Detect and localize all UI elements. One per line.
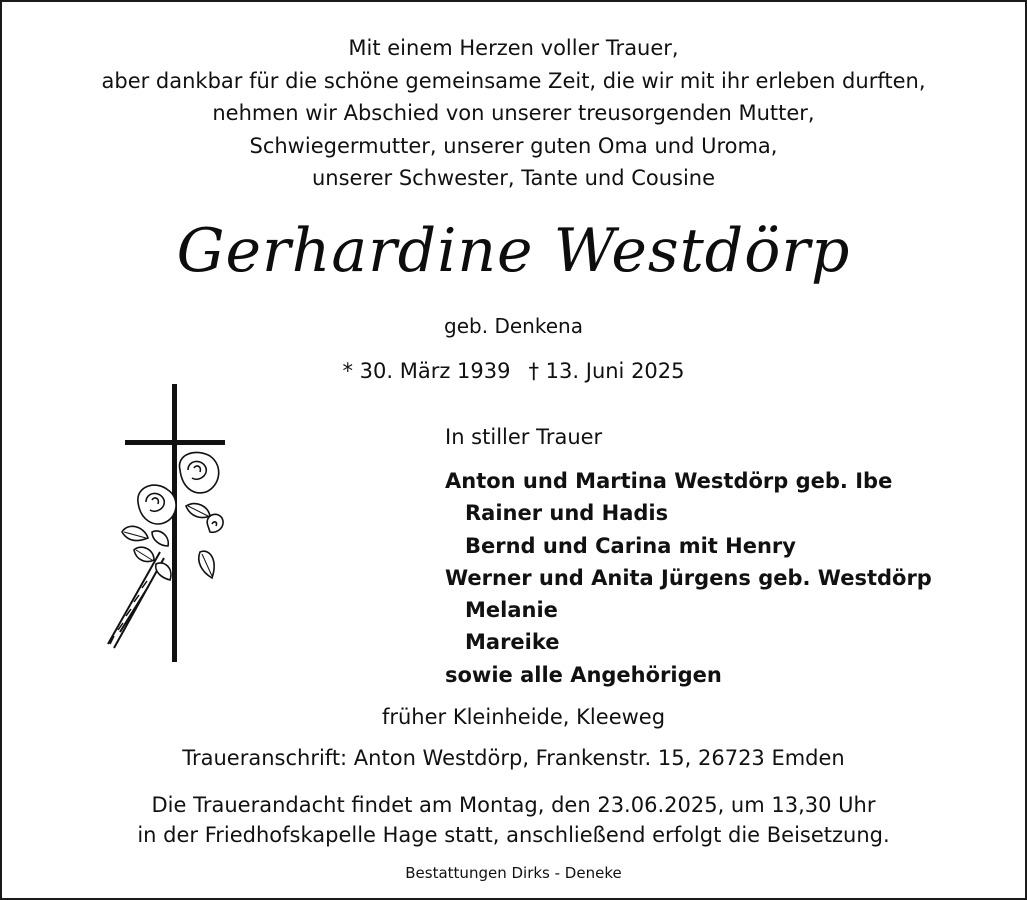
mourner-line: Rainer und Hadis — [465, 501, 669, 526]
mourner-line: Bernd und Carina mit Henry — [465, 533, 796, 558]
deceased-name: Gerhardine Westdörp — [176, 216, 851, 286]
intro-line: nehmen wir Abschied von unserer treusorgenden Mutter, — [212, 101, 815, 125]
life-dates — [2, 359, 1025, 383]
funeral-home: Bestattungen Dirks - Deneke — [405, 864, 622, 882]
intro-line: unserer Schwester, Tante und Cousine — [311, 166, 716, 190]
intro-line: Mit einem Herzen voller Trauer, — [348, 36, 679, 60]
service-line: Die Trauerandacht findet am Montag, den 23.06.2025, um 13,30 Uhr — [151, 793, 876, 817]
service-info — [2, 790, 1025, 850]
mourning-address: Traueranschrift: Anton Westdörp, Frankenstr. 15, 26723 Emden — [182, 746, 845, 770]
maiden-name: geb. Denkena — [444, 314, 583, 338]
service-line: in der Friedhofskapelle Hage statt, anschließend erfolgt die Beisetzung. — [137, 823, 890, 847]
mourner-line: Mareike — [465, 630, 560, 655]
intro-line: Schwiegermutter, unserer guten Oma und Uroma, — [249, 133, 778, 158]
mourner-line: sowie alle Angehörigen — [445, 662, 722, 687]
intro-line: aber dankbar für die schöne gemeinsame Zeit, die wir mit ihr erleben durften, — [101, 68, 926, 93]
death-date: † 13. Juni 2025 — [528, 359, 685, 383]
mourner-line: Werner und Anita Jürgens geb. Westdörp — [445, 565, 932, 590]
mourners-heading: In stiller Trauer — [445, 425, 603, 449]
mourners-list — [445, 465, 932, 691]
intro-text — [2, 32, 1025, 195]
mourner-line: Melanie — [465, 598, 558, 623]
former-residence: früher Kleinheide, Kleeweg — [381, 705, 666, 729]
cross-with-roses-icon — [100, 382, 235, 667]
mourner-line: Anton und Martina Westdörp geb. Ibe — [445, 469, 893, 493]
birth-date: * 30. März 1939 — [342, 359, 511, 383]
